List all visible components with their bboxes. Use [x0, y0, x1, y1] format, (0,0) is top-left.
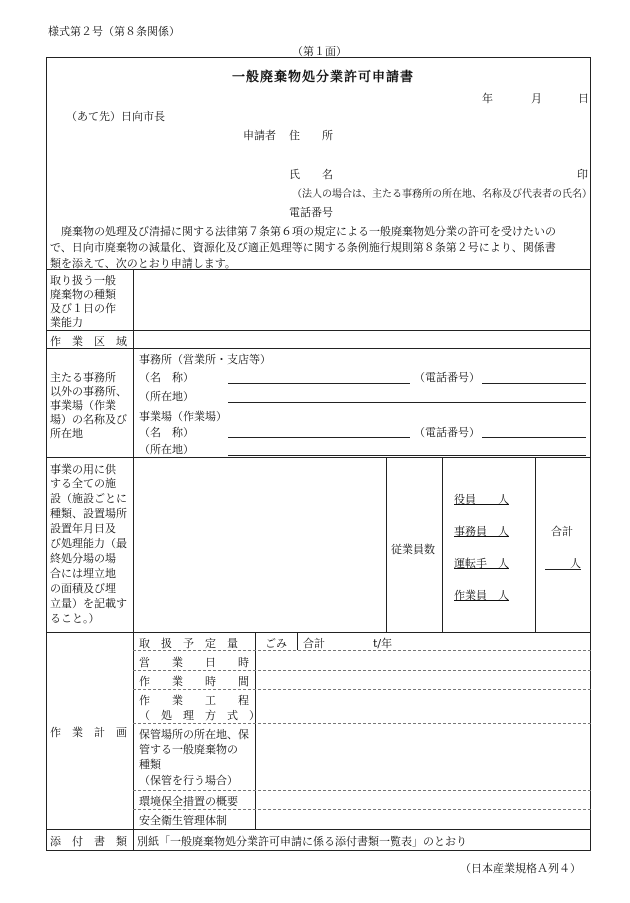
facility-label: 設置年月日及	[50, 522, 116, 535]
form-number: 様式第２号（第８条関係）	[48, 25, 180, 38]
form-title: 一般廃棄物処分業許可申請書	[232, 70, 415, 85]
seal-mark: 印	[577, 168, 588, 181]
body-text-line2: で、日向市廃棄物の減量化、資源化及び適正処理等に関する条例施行規則第８条第２号により、関係書	[50, 241, 556, 254]
office-location-label: （所在地）	[139, 390, 194, 403]
office-name-line	[228, 383, 410, 384]
office-label: 場）の名称及び	[50, 413, 127, 426]
facility-label: 立量）を記載す	[50, 597, 127, 610]
work-area-label: 作 業 区 域	[50, 335, 127, 348]
facility-label: する全ての施	[50, 477, 116, 490]
corp-note: （法人の場合は、主たる事務所の所在地、名称及び代表者の氏名）	[292, 189, 592, 200]
office-name-label: （名 称）	[139, 371, 194, 384]
employees-workers: 作業員 人	[454, 589, 509, 602]
address-label: 住 所	[289, 129, 333, 142]
rule	[46, 632, 591, 633]
plan-days-label: 営 業 日 時	[139, 656, 249, 669]
employees-officers: 役員 人	[454, 493, 509, 506]
plan-rule	[133, 670, 591, 671]
office-label: 主たる事務所	[50, 371, 116, 384]
facility-label: の面積及び埋	[50, 582, 116, 595]
date-year: 年	[482, 92, 493, 105]
employees-divider	[386, 457, 387, 632]
rule	[46, 829, 591, 830]
plan-divider	[255, 632, 256, 829]
date-month: 月	[531, 92, 542, 105]
site-name-line	[228, 437, 410, 438]
attachments-label: 添 付 書 類	[50, 835, 127, 848]
plan-storage-label: 種類	[139, 758, 161, 771]
plan-storage-label: 保管場所の所在地、保	[139, 728, 249, 741]
column-divider	[133, 269, 134, 851]
plan-total-label: 合計	[303, 637, 325, 650]
attachments-value: 別紙「一般廃棄物処分業許可申請に係る添付書類一覧表」のとおり	[137, 835, 467, 848]
name-label: 氏 名	[289, 168, 333, 181]
site-location-line	[228, 455, 586, 456]
waste-types-label: 取り扱う一般	[50, 274, 116, 287]
waste-types-label: 廃棄物の種類	[50, 288, 116, 301]
employees-total-value: 人	[570, 557, 581, 570]
addressee: （あて先）日向市長	[66, 110, 165, 123]
site-phone-label: （電話番号）	[414, 426, 480, 439]
rule	[46, 348, 591, 349]
body-text-line3: 類を添えて、次のとおり申請します。	[50, 257, 236, 270]
rule	[46, 330, 591, 331]
waste-types-label: 業能力	[50, 316, 83, 329]
rule	[46, 269, 591, 270]
facility-label: 種類、設置場所	[50, 507, 127, 520]
plan-rule	[133, 723, 591, 724]
office-label: 事業場（作業	[50, 399, 116, 412]
plan-label: 作 業 計 画	[50, 726, 127, 739]
plan-unit: t/年	[373, 637, 393, 650]
facility-label: 終処分場の場	[50, 552, 116, 565]
facility-label: 設（施設ごとに	[50, 492, 127, 505]
plan-env-label: 環境保全措置の概要	[139, 795, 238, 808]
office-label: 以外の事務所、	[50, 385, 127, 398]
date-day: 日	[578, 92, 589, 105]
phone-label: 電話番号	[289, 206, 333, 219]
site-location-label: （所在地）	[139, 443, 194, 456]
site-phone-line	[482, 437, 586, 438]
paper-size-note: （日本産業規格Ａ列４）	[460, 862, 581, 875]
plan-divider	[297, 632, 298, 650]
employees-total-label: 合計	[551, 525, 573, 538]
plan-volume-label: 取 扱 予 定 量	[139, 637, 238, 650]
body-text-line1: 廃棄物の処理及び清掃に関する法律第７条第６項の規定による一般廃棄物処分業の許可を受けたいの	[50, 225, 556, 238]
waste-types-label: 及び１日の作	[50, 302, 116, 315]
site-header: 事業場（作業場）	[139, 410, 227, 423]
office-location-line	[228, 402, 586, 403]
rule	[46, 457, 591, 458]
employees-label: 従業員数	[391, 543, 435, 556]
plan-garbage-label: ごみ	[265, 637, 287, 650]
facility-label: 合には埋立地	[50, 567, 116, 580]
facility-label: び処理能力（最	[50, 537, 127, 550]
office-label: 所在地	[50, 427, 83, 440]
office-phone-label: （電話番号）	[414, 371, 480, 384]
plan-process-label: 作 業 工 程	[139, 694, 249, 707]
plan-hours-label: 作 業 時 間	[139, 675, 249, 688]
employees-drivers: 運転手 人	[454, 557, 509, 570]
plan-rule	[133, 809, 591, 810]
plan-safety-label: 安全衛生管理体制	[139, 814, 227, 827]
facility-label: 事業の用に供	[50, 463, 116, 476]
employees-divider	[535, 457, 536, 632]
plan-storage-label: （保管を行う場合）	[139, 774, 238, 787]
plan-rule	[133, 689, 591, 690]
plan-rule	[133, 790, 591, 791]
applicant-label: 申請者	[243, 129, 276, 142]
facility-label: ること。）	[50, 612, 100, 625]
employees-clerks: 事務員 人	[454, 525, 509, 538]
plan-process-label: （ 処 理 方 式 ）	[139, 709, 260, 722]
plan-storage-label: 管する一般廃棄物の	[139, 743, 238, 756]
office-header: 事務所（営業所・支店等）	[139, 353, 271, 366]
office-phone-line	[482, 383, 586, 384]
page-label: （第１面）	[292, 45, 347, 58]
employees-divider	[442, 457, 443, 632]
site-name-label: （名 称）	[139, 426, 194, 439]
